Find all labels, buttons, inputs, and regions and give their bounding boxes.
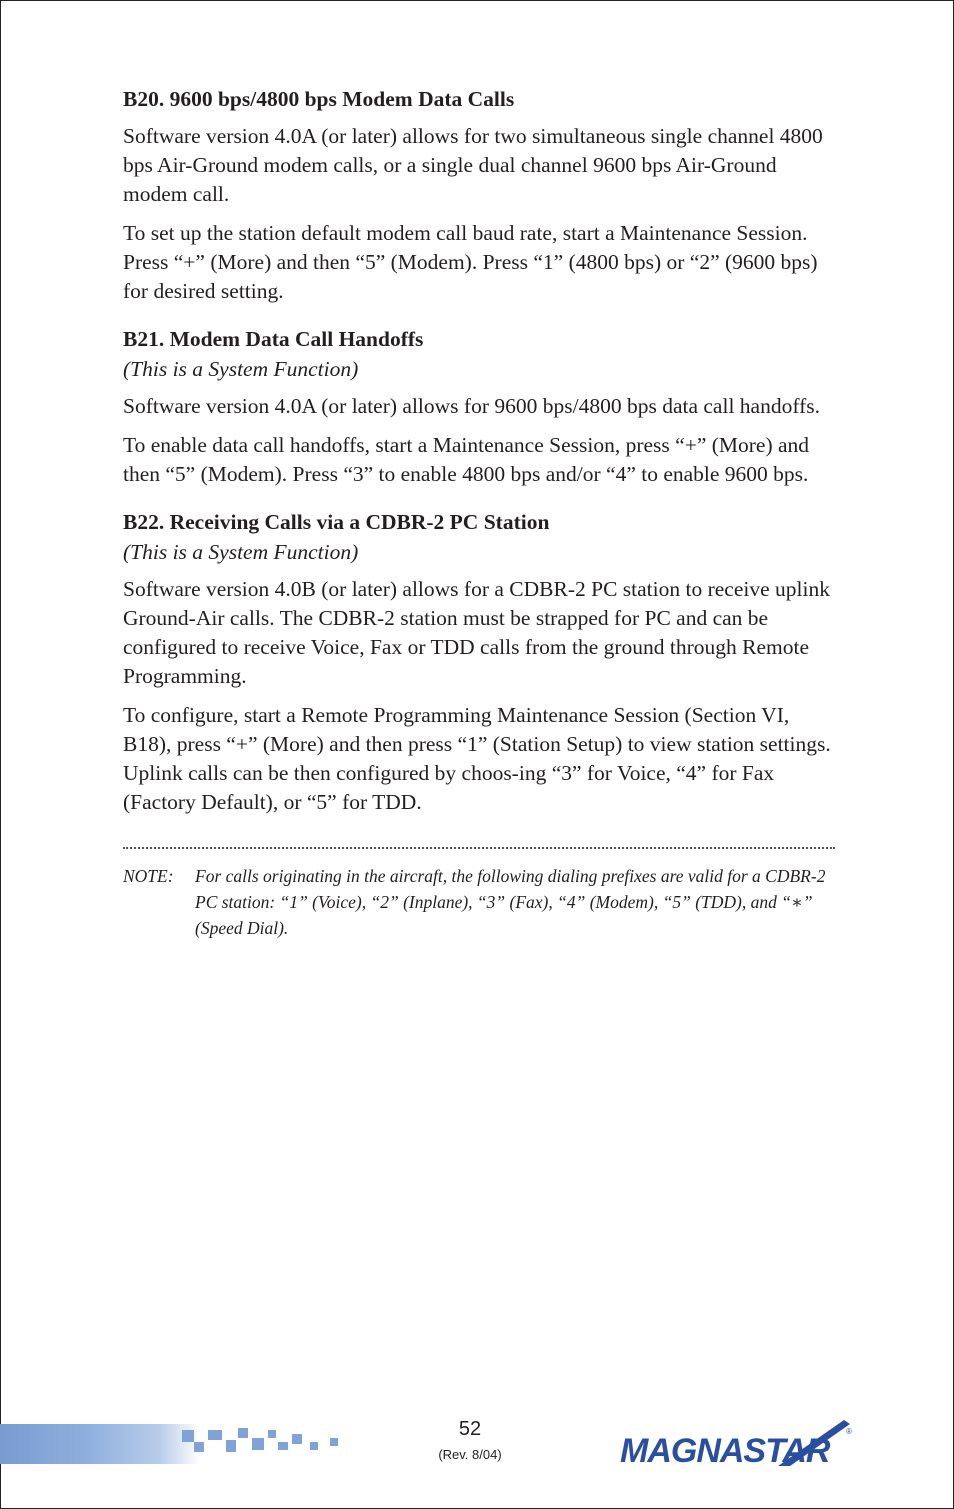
section-heading: B20. 9600 bps/4800 bps Modem Data Calls (123, 87, 515, 111)
section-b21 (123, 324, 835, 489)
svg-text:®: ® (846, 1427, 852, 1436)
note (123, 863, 835, 941)
logo-graphic (618, 1418, 858, 1476)
section-b22 (123, 507, 835, 817)
section-subtitle: (This is a System Function) (123, 540, 359, 564)
section-heading: B21. Modem Data Call Handoffs (123, 327, 424, 351)
page-number: 52 (458, 1418, 482, 1440)
page-content (123, 84, 835, 941)
footer-decoration-bar (0, 1424, 200, 1464)
magnastar-logo (618, 1418, 858, 1476)
section-heading: B22. Receiving Calls via a CDBR-2 PC Station (123, 510, 550, 534)
revision-label: (Rev. 8/04) (438, 1447, 502, 1462)
footer-pixel-pattern (180, 1424, 350, 1464)
section-subtitle: (This is a System Function) (123, 357, 359, 381)
section-b20 (123, 84, 835, 306)
note-label: NOTE: (123, 866, 174, 886)
paragraph: To configure, start a Remote Programming Maintenance Session (Section VI, B18), press “+” (More) and then press “1” (Station Setup) to view station settings. Uplink calls can be then configured by choos-ing “3” for Voice, “4” for Fax (Factory Default), or “5” for TDD. (123, 703, 831, 814)
paragraph: To set up the station default modem call baud rate, start a Maintenance Session. Press “+” (More) and then “5” (Modem). Press “1” (4800 bps) or “2” (9600 bps) for desired setting. (123, 221, 818, 303)
paragraph: Software version 4.0A (or later) allows for 9600 bps/4800 bps data call handoffs. (123, 394, 821, 418)
logo-text: MAGNASTAR (620, 1432, 830, 1470)
paragraph: To enable data call handoffs, start a Maintenance Session, press “+” (More) and then “5” (Modem). Press “3” to enable 4800 bps and/or “4” to enable 9600 bps. (123, 433, 810, 486)
note-text: For calls originating in the aircraft, the following dialing prefixes are valid for a CDBR-2 PC station: “1” (Voice), “2” (Inplane), “3” (Fax), “4” (Modem), “5” (TDD), and “∗” (Speed Dial). (195, 866, 826, 938)
paragraph: Software version 4.0A (or later) allows for two simultaneous single channel 4800 bps Air-Ground modem calls, or a single dual channel 9600 bps Air-Ground modem call. (123, 124, 823, 206)
note-divider (123, 847, 835, 849)
paragraph: Software version 4.0B (or later) allows for a CDBR-2 PC station to receive uplink Ground-Air calls. The CDBR-2 station must be strapped for PC and can be configured to receive Voice, Fax or TDD calls from the ground through Remote Programming. (123, 577, 830, 688)
